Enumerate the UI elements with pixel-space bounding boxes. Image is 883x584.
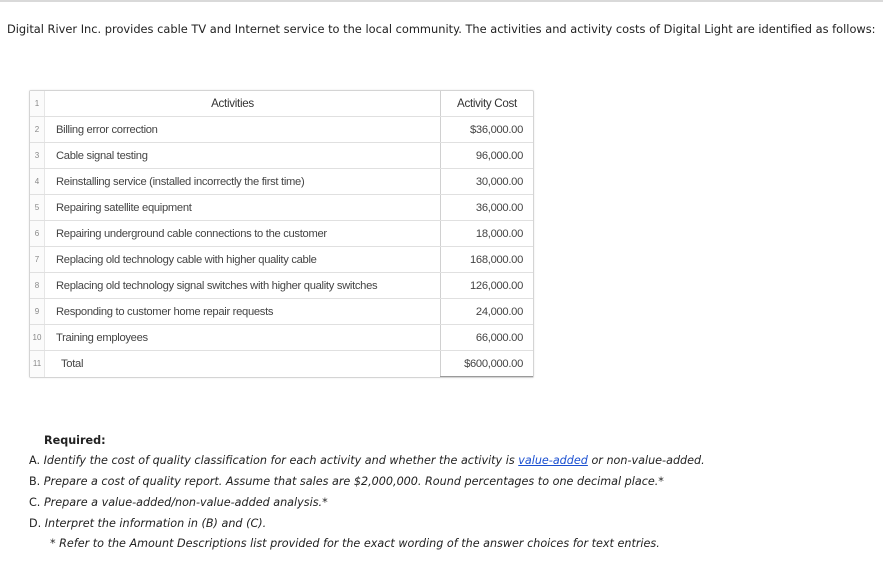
activity-cost: 24,000.00 [441, 299, 534, 325]
activity-cost: 126,000.00 [441, 273, 534, 299]
activity-name: Reinstalling service (installed incorrectly the first time) [45, 169, 441, 195]
answer-wording-note: * Refer to the Amount Descriptions list provided for the exact wording of the answer choices for text entries. [50, 537, 660, 550]
activity-name: Responding to customer home repair requests [45, 299, 441, 325]
activity-cost-spreadsheet [29, 90, 534, 378]
row-number: 2 [30, 117, 45, 143]
table-row [30, 169, 533, 195]
table-row [30, 247, 533, 273]
required-heading: Required: [44, 434, 106, 447]
table-row [30, 221, 533, 247]
table-row [30, 117, 533, 143]
requirement-d [29, 516, 705, 537]
activity-name: Repairing satellite equipment [45, 195, 441, 221]
activity-cost: 168,000.00 [441, 247, 534, 273]
activity-name: Replacing old technology signal switches with higher quality switches [45, 273, 441, 299]
requirement-letter: B. [29, 475, 41, 488]
table-row [30, 325, 533, 351]
row-number: 11 [30, 351, 45, 377]
table-row [30, 195, 533, 221]
row-number: 4 [30, 169, 45, 195]
activity-cost-table [30, 91, 533, 377]
total-cost: $600,000.00 [441, 351, 534, 377]
requirement-b [29, 474, 705, 495]
activity-cost: 36,000.00 [441, 195, 534, 221]
total-label: Total [61, 357, 84, 370]
requirement-letter: C. [29, 496, 41, 509]
activities-column-header: Activities [45, 91, 441, 117]
activity-cost: 66,000.00 [441, 325, 534, 351]
table-header-row [30, 91, 533, 117]
required-section [29, 434, 705, 550]
activity-name: Replacing old technology cable with higher quality cable [45, 247, 441, 273]
row-number: 8 [30, 273, 45, 299]
row-number: 6 [30, 221, 45, 247]
requirement-c [29, 495, 705, 516]
row-number: 1 [30, 91, 45, 117]
row-number: 3 [30, 143, 45, 169]
row-number: 7 [30, 247, 45, 273]
activity-cost: 96,000.00 [441, 143, 534, 169]
row-number: 5 [30, 195, 45, 221]
activity-cost: 30,000.00 [441, 169, 534, 195]
requirement-a [29, 453, 705, 474]
requirement-text: Identify the cost of quality classification for each activity and whether the activity is [43, 454, 515, 467]
row-number: 10 [30, 325, 45, 351]
activity-cost-column-header: Activity Cost [441, 91, 534, 117]
activity-name: Repairing underground cable connections to the customer [45, 221, 441, 247]
requirement-text: Interpret the information in (B) and (C). [44, 517, 267, 530]
value-added-link[interactable]: value-added [518, 454, 588, 467]
table-total-row [30, 351, 533, 377]
activity-cost: $36,000.00 [441, 117, 534, 143]
activity-name: Billing error correction [45, 117, 441, 143]
requirement-letter: D. [29, 517, 42, 530]
activity-name: Training employees [45, 325, 441, 351]
requirement-text: Prepare a value-added/non-value-added analysis.* [43, 496, 328, 509]
intro-paragraph: Digital River Inc. provides cable TV and Internet service to the local community. The activities and activity costs of Digital Light are identified as follows: [7, 22, 876, 36]
table-row [30, 143, 533, 169]
table-row [30, 273, 533, 299]
activity-name: Cable signal testing [45, 143, 441, 169]
table-row [30, 299, 533, 325]
requirement-text: or non-value-added. [591, 454, 705, 467]
activity-cost: 18,000.00 [441, 221, 534, 247]
requirement-letter: A. [29, 454, 41, 467]
row-number: 9 [30, 299, 45, 325]
requirement-text: Prepare a cost of quality report. Assume that sales are $2,000,000. Round percentages to one decimal place.* [43, 475, 664, 488]
